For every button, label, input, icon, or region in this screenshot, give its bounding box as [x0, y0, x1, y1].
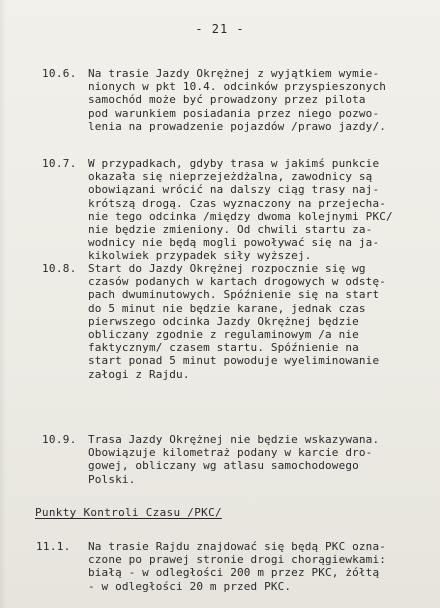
- text-line: Obowiązuje kilometraż podany w karcie dro-: [88, 446, 373, 460]
- section-number: 11.1.: [36, 540, 71, 553]
- text-line: pierwszego odcinka Jazdy Okrężnej będzie: [88, 314, 359, 328]
- page-edge-shadow: [0, 0, 6, 608]
- section-number: 10.6.: [42, 67, 77, 80]
- text-line: W przypadkach, gdyby trasa w jakimś punkcie: [88, 157, 380, 170]
- text-line: białą - w odległości 200 m przez PKC, żółtą: [88, 566, 380, 580]
- section-heading-pkc: Punkty Kontroli Czasu /PKC/: [35, 506, 222, 519]
- text-line: kikolwiek przypadek siły wyższej.: [88, 249, 312, 263]
- text-line: załogi z Rajdu.: [88, 367, 190, 381]
- text-line: krótszą drogą. Czas wyznaczony na przejecha-: [88, 196, 386, 210]
- text-line: Na trasie Rajdu znajdować się będą PKC ozna-: [88, 540, 386, 553]
- text-line: nie tego odcinka /między dwoma kolejnymi PKC/: [88, 209, 393, 223]
- text-line: faktycznym/ czasem startu. Spóźnienie na: [88, 341, 359, 355]
- text-line: lenia na prowadzenie pojazdów /prawo jazdy/.: [88, 119, 386, 133]
- text-line: pach dwuminutowych. Spóźnienie się na start: [88, 288, 380, 302]
- text-line: okazała się nieprzejeżdżalna, zawodnicy są: [88, 170, 373, 184]
- text-line: Polski.: [88, 472, 136, 486]
- text-line: nionych w pkt 10.4. odcinków przyspieszonych: [88, 80, 386, 94]
- page-number: - 21 -: [195, 22, 245, 36]
- text-line: samochód może być prowadzony przez pilota: [88, 93, 366, 107]
- text-line: obowiązani wrócić na dalszy ciąg trasy naj-: [88, 183, 380, 197]
- text-line: do 5 minut nie będzie karane, jednak czas: [88, 301, 366, 315]
- text-line: Na trasie Jazdy Okrężnej z wyjątkiem wymie-: [88, 67, 380, 80]
- section-text: [88, 262, 440, 381]
- section-text: [88, 433, 440, 486]
- section-number: 10.7.: [42, 157, 77, 170]
- text-line: Start do Jazdy Okrężnej rozpocznie się wg: [88, 262, 366, 275]
- text-line: start ponad 5 minut powoduje wyeliminowanie: [88, 354, 380, 368]
- text-line: gowej, obliczany wg atlasu samochodowego: [88, 459, 359, 473]
- section-text: [88, 157, 440, 263]
- text-line: - w odległości 20 m przed PKC.: [88, 579, 292, 593]
- text-line: wodnicy nie będą mogli powoływać się na ja-: [88, 236, 380, 250]
- section-text: [88, 67, 440, 133]
- text-line: Trasa Jazdy Okrężnej nie będzie wskazywana.: [88, 433, 380, 446]
- text-line: nie będzie zmieniony. Od chwili startu za-: [88, 223, 373, 237]
- section-text: [88, 540, 440, 593]
- text-line: pod warunkiem posiadania przez niego pozwo-: [88, 106, 380, 120]
- text-line: czasów podanych w kartach drogowych w odstę-: [88, 275, 386, 289]
- text-line: obliczany zgodnie z regulaminowym /a nie: [88, 328, 359, 342]
- text-line: czone po prawej stronie drogi chorągiewkami:: [88, 553, 386, 567]
- section-number: 10.9.: [42, 433, 77, 446]
- section-number: 10.8.: [42, 262, 77, 275]
